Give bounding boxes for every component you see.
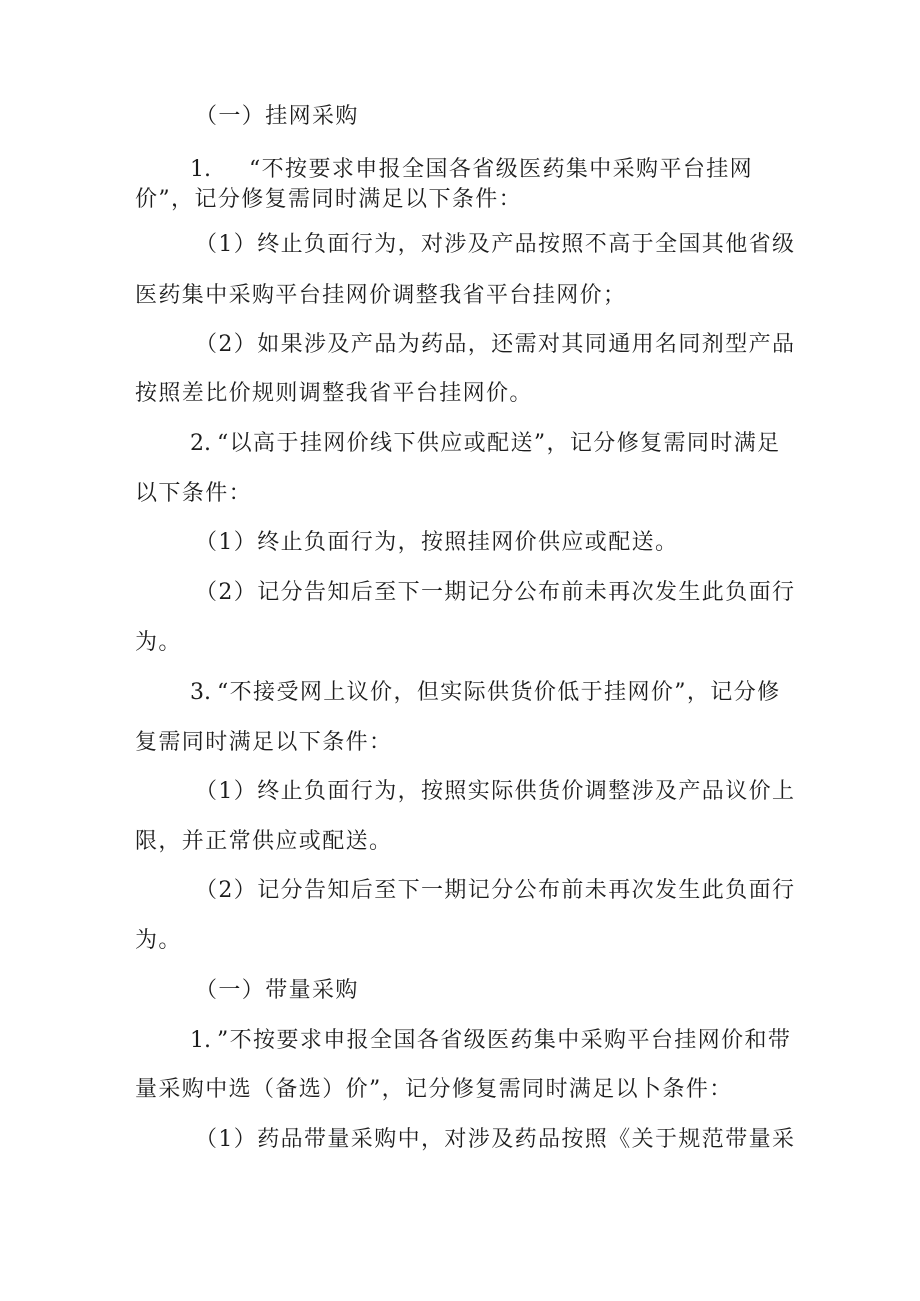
section-2-item-1-text-continued: 量采购中选（备选）价”，记分修复需同时满足以卜条件： <box>135 1077 733 1102</box>
section-1-item-2-text: “以高于挂网价线下供应或配送”，记分修复需同时满足 <box>217 431 781 456</box>
section-1-item-2-condition-2-continued: 为。 <box>135 630 182 655</box>
section-2-item-1-first-line <box>190 1026 791 1056</box>
section-2-heading: （一）带量采购 <box>195 978 359 1003</box>
section-1-item-2-condition-2: （2）记分告知后至下一期记分公布前未再次发生此负面行 <box>195 580 796 605</box>
section-1-item-1-text: “不按要求申报全国各省级医药集中采购平台挂网 <box>249 157 754 182</box>
section-1-item-1-condition-1: （1）终止负面行为，对涉及产品按照不高于全国其他省级 <box>195 232 796 257</box>
section-1-item-3-first-line <box>190 678 781 708</box>
section-2-item-1-number: 1. <box>190 1028 211 1053</box>
section-1-item-1-condition-1-continued: 医药集中采购平台挂网价调整我省平台挂网价； <box>135 283 627 308</box>
section-1-item-3-number: 3. <box>190 680 211 705</box>
section-1-item-1-condition-2-continued: 按照差比价规则调整我省平台挂网价。 <box>135 381 533 406</box>
section-1-heading: （一）挂网采购 <box>195 104 359 129</box>
section-1-item-2-condition-1: （1）终止负面行为，按照挂网价供应或配送。 <box>195 530 679 555</box>
section-1-item-3-condition-1: （1）终止负面行为，按照实际供货价调整涉及产品议价上 <box>195 779 796 804</box>
section-1-item-2-number: 2. <box>190 431 211 456</box>
section-1-item-1-first-line <box>190 155 753 185</box>
section-1-item-1-condition-2: （2）如果涉及产品为药品，还需对其同通用名同剂型产品 <box>195 332 796 357</box>
section-2-item-1-condition-1: （1）药品带量采购中，对涉及药品按照《关于规范带量采 <box>195 1127 796 1152</box>
section-1-item-2-text-continued: 以下条件： <box>135 481 253 506</box>
section-2-item-1-text: ”不按要求申报全国各省级医药集中采购平台挂网价和带 <box>217 1028 792 1053</box>
section-1-item-3-condition-2: （2）记分告知后至下一期记分公布前未再次发生此负面行 <box>195 878 796 903</box>
section-1-item-3-condition-2-continued: 为。 <box>135 928 182 953</box>
section-1-item-1-number: 1. <box>190 157 211 182</box>
section-1-item-3-text: “不接受网上议价，但实际供货价低于挂网价”，记分修 <box>217 680 781 705</box>
section-1-item-1-text-continued: 价”，记分修复需同时满足以下条件： <box>135 187 523 212</box>
section-1-item-2-first-line <box>190 429 781 459</box>
section-1-item-3-text-continued: 复需同时满足以下条件： <box>135 730 393 755</box>
section-1-item-3-condition-1-continued: 限，并正常供应或配送。 <box>135 829 393 854</box>
